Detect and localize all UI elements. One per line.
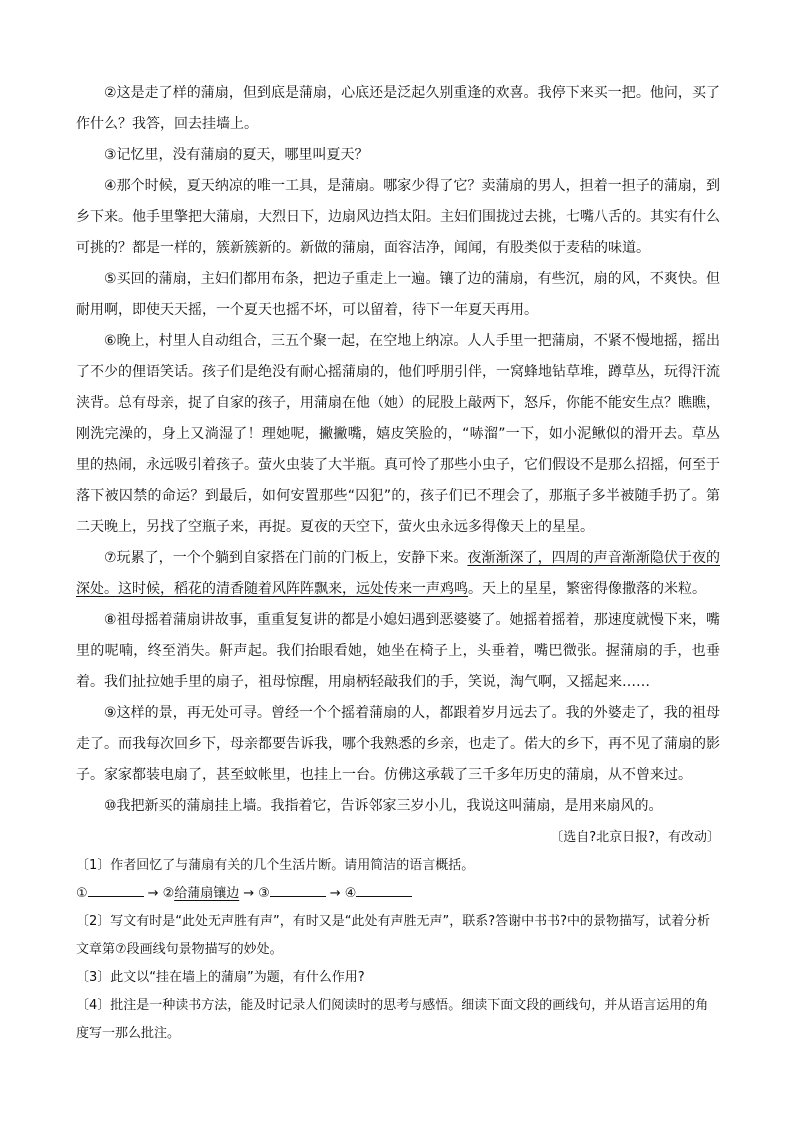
paragraph-7-after: 。天上的星星，繁密得像撒落的米粒。 (468, 581, 706, 597)
document-page (76, 78, 720, 1048)
arrow-icon: → (329, 886, 341, 901)
paragraph-6: ⑥晚上，村里人自动组合，三五个聚一起，在空地上纳凉。人人手里一把蒲扇，不紧不慢地摇，摇出了不少的俚语笑话。孩子们是绝没有耐心摇蒲扇的，他们呼朋引伴，一窝蜂地钻草堆，蹲草丛，玩得汗流浃背。总有母亲，捉了自家的孩子，用蒲扇在他（她）的屁股上敲两下，怒斥，你能不能安生点？瞧瞧，刚洗完澡的，身上又淌湿了！理她呢，撇撇嘴，嬉皮笑脸的，“哧溜”一下，如小泥鳅似的滑开去。草丛里的热闹，永远吸引着孩子。萤火虫装了大半瓶。真可怜了那些小虫子，它们假设不是那么招摇，何至于落下被囚禁的命运？到最后，如何安置那些“囚犯”的，孩子们已不理会了，那瓶子多半被随手扔了。第二天晚上，另找了空瓶子来，再捉。夏夜的天空下，萤火虫永远多得像天上的星星。 (76, 333, 720, 535)
paragraph-7-before: ⑦玩累了，一个个躺到自家搭在门前的门板上，安静下来。 (104, 550, 468, 566)
arrow-icon: → (147, 886, 159, 901)
source-citation: 〔选自?北京日报?，有改动〕 (550, 830, 720, 845)
paragraph-10: ⑩我把新买的蒲扇挂上墙。我指着它，告诉邻家三岁小儿，我说这叫蒲扇，是用来扇风的。 (104, 798, 663, 814)
question-1: 〔1〕作者回忆了与蒲扇有关的几个生活片断。请用简洁的语言概括。 (76, 858, 475, 873)
paragraph-7 (76, 543, 720, 605)
chain-number-2: ② (162, 886, 175, 901)
paragraph-5: ⑤买回的蒲扇，主妇们都用布条，把边子重走上一遍。镶了边的蒲扇，有些沉，扇的风，不爽快。但耐用啊，即使天天摇，一个夏天也摇不坏，可以留着，待下一年夏天再用。 (76, 271, 720, 318)
paragraph-3: ③记忆里，没有蒲扇的夏天，哪里叫夏天？ (104, 147, 369, 163)
question-4: 〔4〕批注是一种读书方法，能及时记录人们阅读时的思考与感悟。细读下面文段的画线句，并从语言运用的角度写一那么批注。 (76, 998, 709, 1041)
paragraph-4: ④那个时候，夏天纳凉的唯一工具，是蒲扇。哪家少得了它？卖蒲扇的男人，担着一担子的蒲扇，到乡下来。他手里擎把大蒲扇，大烈日下，边扇风边挡太阳。主妇们围拢过去挑，七嘴八舌的。其实有什么可挑的？都是一样的，簇新簇新的。新做的蒲扇，面容洁净，闻闻，有股类似于麦秸的味道。 (76, 178, 720, 256)
chain-number-3: ③ (258, 886, 270, 901)
question-2: 〔2〕写文有时是“此处无声胜有声”，有时又是“此处有声胜无声”，联系?答谢中书书?中的景物描写，试着分析文章第⑦段画线句景物描写的妙处。 (76, 914, 711, 957)
paragraph-9: ⑨这样的景，再无处可寻。曾经一个个摇着蒲扇的人，都跟着岁月远去了。我的外婆走了，我的祖母走了。而我每次回乡下，母亲都要告诉我，哪个我熟悉的乡亲，也走了。偌大的乡下，再不见了蒲扇的影子。家家都装电扇了，甚至蚊帐里，也挂上一台。仿佛这承载了三千多年历史的蒲扇，从不曾来过。 (76, 705, 720, 783)
answer-filled-2: 给蒲扇镶边 (174, 886, 240, 901)
paragraph-8: ⑧祖母摇着蒲扇讲故事，重重复复讲的都是小媳妇遇到恶婆婆了。她摇着摇着，那速度就慢下来，嘴里的呢喃，终至消失。鼾声起。我们抬眼看她，她坐在椅子上，头垂着，嘴巴微张。握蒲扇的手，也垂着。我们扯拉她手里的扇子，祖母惊醒，用扇柄轻敲我们的手，笑说，淘气啊，又摇起来…… (76, 612, 720, 690)
chain-number-4: ④ (344, 886, 357, 901)
chain-number-1: ① (76, 886, 88, 901)
paragraph-7-underlined-sentence: 夜渐渐深了，四周的声音渐渐隐伏于夜的深处。这时候，稻花的清香随着风阵阵飘来，远处传来一声鸡鸣 (76, 550, 720, 597)
question-3: 〔3〕此文以“挂在墙上的蒲扇”为题，有什么作用? (76, 970, 365, 985)
answer-blank-4[interactable] (356, 882, 412, 897)
answer-blank-1[interactable] (88, 882, 144, 897)
answer-chain (76, 880, 720, 908)
paragraph-2: ②这是走了样的蒲扇，但到底是蒲扇，心底还是泛起久别重逢的欢喜。我停下来买一把。他问，买了作什么？我答，回去挂墙上。 (76, 85, 720, 132)
answer-blank-3[interactable] (270, 882, 326, 897)
arrow-icon: → (243, 886, 255, 901)
